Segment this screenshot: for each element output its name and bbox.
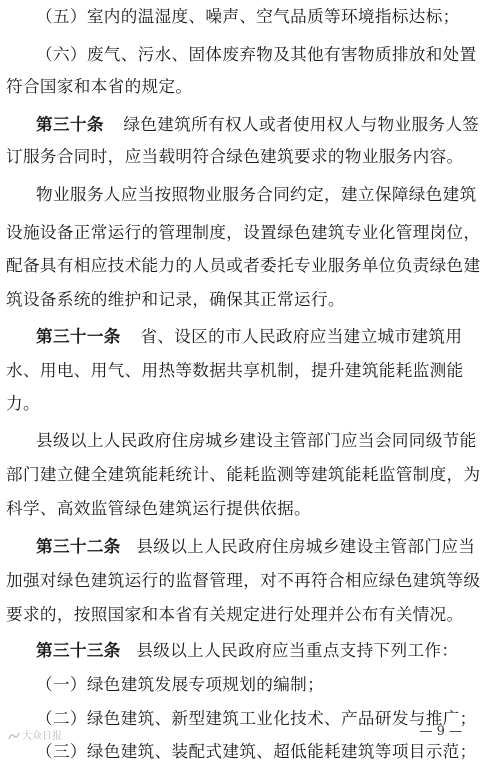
para-county-energy-text-1: 县级以上人民政府住房城乡建设主管部门应当会同同级节能: [36, 431, 477, 450]
para-county-energy-1: [36, 431, 484, 451]
item-6-cont-text: 符合国家和本省的规定。: [6, 77, 193, 96]
para-property-service-3: [6, 256, 484, 276]
para-property-service-text-4: 筑设备系统的维护和记录，确保其正常运行。: [6, 290, 345, 309]
article-30: [36, 115, 484, 135]
article-33-item-2-text: （二）绿色建筑、新型建筑工业化技术、产品研发与推广；: [36, 709, 477, 728]
para-county-energy-text-2: 部门建立健全建筑能耗统计、能耗监测等建筑能耗监管制度，为: [6, 465, 481, 484]
item-5-text: （五）室内的温湿度、噪声、空气品质等环境指标达标；: [36, 7, 460, 26]
article-30-cont-text: 订服务合同时，应当载明符合绿色建筑要求的物业服务内容。: [6, 147, 464, 166]
article-32-text: 县级以上人民政府住房城乡建设主管部门应当: [136, 537, 476, 556]
article-33: [36, 641, 484, 661]
article-31-cont-text-1: 水、用电、用气、用热等数据共享机制，提升建筑能耗监测能: [6, 361, 464, 380]
item-5: [36, 7, 484, 27]
article-31-cont-2: [6, 394, 484, 414]
article-31-cont-text-2: 力。: [6, 394, 40, 413]
article-33-item-1: [36, 675, 484, 695]
para-property-service-2: [6, 223, 484, 243]
article-31-text: 省、设区的市人民政府应当建立城市建筑用: [140, 327, 463, 346]
para-county-energy-text-3: 科学、高效监管绿色建筑运行提供依据。: [6, 499, 311, 518]
para-property-service-4: [6, 290, 484, 310]
para-county-energy-2: [6, 465, 484, 485]
article-32-cont-text-1: 加强对绿色建筑运行的监督管理，对不再符合相应绿色建筑等级: [6, 571, 481, 590]
page-number-text: — 9 —: [419, 724, 462, 739]
article-33-heading: 第三十三条: [36, 641, 121, 660]
para-property-service-1: [36, 185, 484, 205]
article-31-heading: 第三十一条: [36, 327, 121, 346]
para-county-energy-3: [6, 499, 484, 519]
article-33-item-1-text: （一）绿色建筑发展专项规划的编制；: [36, 675, 325, 694]
para-property-service-text-3: 配备具有相应技术能力的人员或者委托专业服务单位负责绿色建: [6, 256, 481, 275]
article-30-cont: [6, 147, 484, 167]
item-6: [36, 45, 484, 65]
page-number: [0, 724, 484, 739]
article-31: [36, 327, 484, 347]
article-32: [36, 537, 484, 557]
article-31-cont-1: [6, 361, 484, 381]
article-32-cont-2: [6, 605, 484, 625]
item-6-cont: [6, 77, 484, 97]
article-30-text: 绿色建筑所有权人或者使用权人与物业服务人签: [123, 115, 480, 134]
article-33-text: 县级以上人民政府应当重点支持下列工作：: [136, 641, 459, 660]
para-property-service-text-1: 物业服务人应当按照物业服务合同约定，建立保障绿色建筑: [36, 185, 477, 204]
item-6-text: （六）废气、污水、固体废弃物及其他有害物质排放和处置: [36, 45, 477, 64]
article-33-item-3-text: （三）绿色建筑、装配式建筑、超低能耗建筑等项目示范；: [36, 742, 477, 761]
article-32-heading: 第三十二条: [36, 537, 121, 556]
article-32-cont-1: [6, 571, 484, 591]
para-property-service-text-2: 设施设备正常运行的管理制度，设置绿色建筑专业化管理岗位，: [6, 223, 481, 242]
article-32-cont-text-2: 要求的，按照国家和本省有关规定进行处理并公布有关情况。: [6, 605, 464, 624]
article-30-heading: 第三十条: [36, 115, 104, 134]
watermark-text: 大众日报: [22, 731, 62, 742]
article-33-item-3: [36, 742, 484, 762]
